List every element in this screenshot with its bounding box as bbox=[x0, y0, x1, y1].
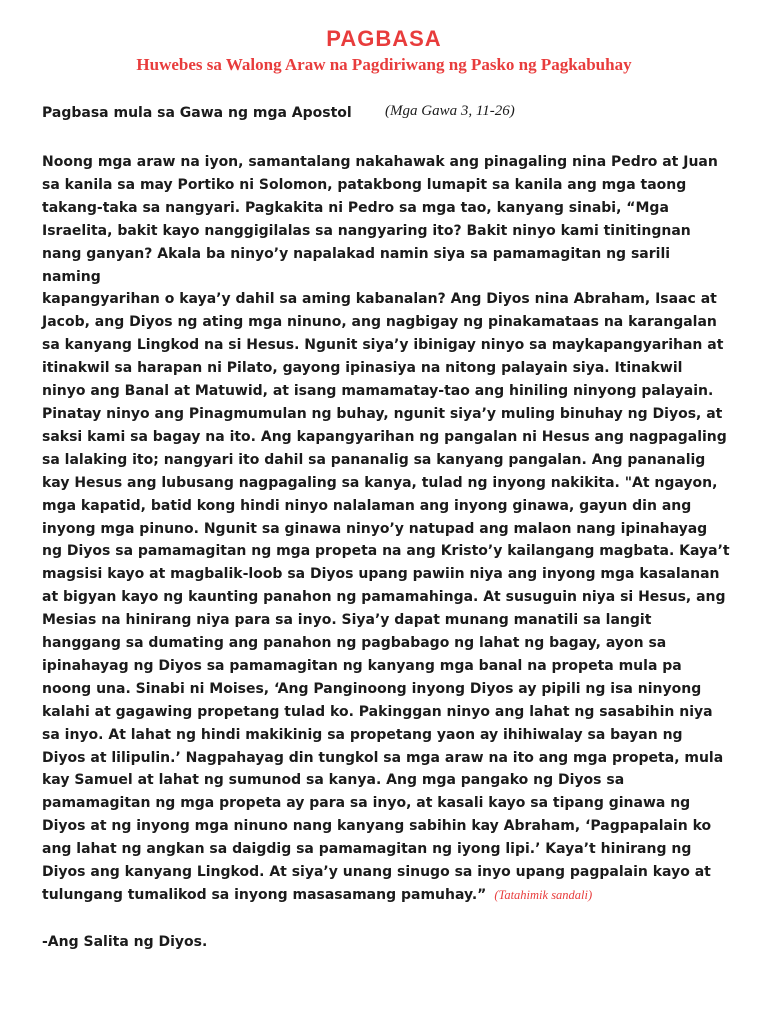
reading-heading bbox=[42, 103, 732, 127]
closing-line: -Ang Salita ng Diyos. bbox=[42, 934, 208, 950]
reading-reference: (Mga Gawa 3, 11-26) bbox=[385, 103, 515, 119]
pause-note: (Tatahimik sandali) bbox=[494, 888, 593, 902]
reading-body-text: Noong mga araw na iyon, samantalang nakahawak ang pinagaling nina Pedro at Juan sa kanila sa may Portiko ni Solomon, patakbong lumapit sa kanila ang mga taong takang-taka sa nangyari. Pagkakita ni Pedro sa mga tao, kanyang sinabi, “Mga Israelita, bakit kayo nanggigilalas sa nangyaring ito? Bakit ninyo kami tinitingnan nang ganyan? Akala ba ninyo’y napalakad namin siya sa pamamagitan ng sarili naming kapangyarihan o kaya’y dahil sa aming kabanalan? Ang Diyos nina Abraham, Isaac at Jacob, ang Diyos ng ating mga ninuno, ang nagbigay ng pinakamataas na karangalan sa kanyang Lingkod na si Hesus. Ngunit siya’y ibinigay ninyo sa maykapangyarihan at itinakwil sa harapan ni Pilato, gayong ipinasiya na nitong palayain siya. Itinakwil ninyo ang Banal at Matuwid, at isang mamamatay-tao ang hiniling ninyong palayain. Pinatay ninyo ang Pinagmumulan ng buhay, ngunit siya’y muling binuhay ng Diyos, at saksi kami sa bagay na ito. Ang kapangyarihan ng pangalan ni Hesus ang nagpagaling sa lalaking ito; nangyari ito dahil sa pananalig sa kanyang pangalan. Ang pananalig kay Hesus ang lubusang nagpagaling sa kanya, tulad ng inyong nakikita. "At ngayon, mga kapatid, batid kong hindi ninyo nalalaman ang inyong ginawa, gayun din ang inyong mga pinuno. Ngunit sa ginawa ninyo’y natupad ang malaon nang ipinahayag ng Diyos sa pamamagitan ng mga propeta na ang Kristo’y kailangang magbata. Kaya’t magsisi kayo at magbalik-loob sa Diyos upang pawiin niya ang inyong mga kasalanan at bigyan kayo ng kaunting panahon ng pamamahinga. At susuguin niya si Hesus, ang Mesias na hinirang niya para sa inyo. Siya’y dapat munang manatili sa langit hanggang sa dumating ang panahon ng pagbabago ng lahat ng bagay, ayon sa ipinahayag ng Diyos sa pamamagitan ng kanyang mga banal na propeta mula pa noong una. Sinabi ni Moises, ‘Ang Panginoong inyong Diyos ay pipili ng isa ninyong kalahi at gagawing propetang tulad ko. Pakinggan ninyo ang lahat ng sasabihin niya sa inyo. At lahat ng hindi makikinig sa propetang yaon ay ihihiwalay sa bayan ng Diyos at lilipulin.’ Nagpahayag din tungkol sa mga araw na ito ang mga propeta, mula kay Samuel at lahat ng sumunod sa kanya. Ang mga pangako ng Diyos sa pamamagitan ng mga propeta ay para sa inyo, at kasali kayo sa tipang ginawa ng Diyos at ng inyong mga ninuno nang kanyang sabihin kay Abraham, ‘Pagpapalain ko ang lahat ng angkan sa daigdig sa pamamagitan ng iyong lipi.’ Kaya’t hinirang ng Diyos ang kanyang Lingkod. At siya’y unang sinugo sa inyo upang pagpalain kayo at tulungang tumalikod sa inyong masasamang pamuhay.” bbox=[42, 154, 730, 903]
page-subtitle: Huwebes sa Walong Araw na Pagdiriwang ng Pasko ng Pagkabuhay bbox=[136, 55, 632, 74]
reading-body bbox=[42, 151, 732, 907]
reading-source: Pagbasa mula sa Gawa ng mga Apostol bbox=[42, 105, 352, 121]
page-title: PAGBASA bbox=[326, 26, 442, 51]
